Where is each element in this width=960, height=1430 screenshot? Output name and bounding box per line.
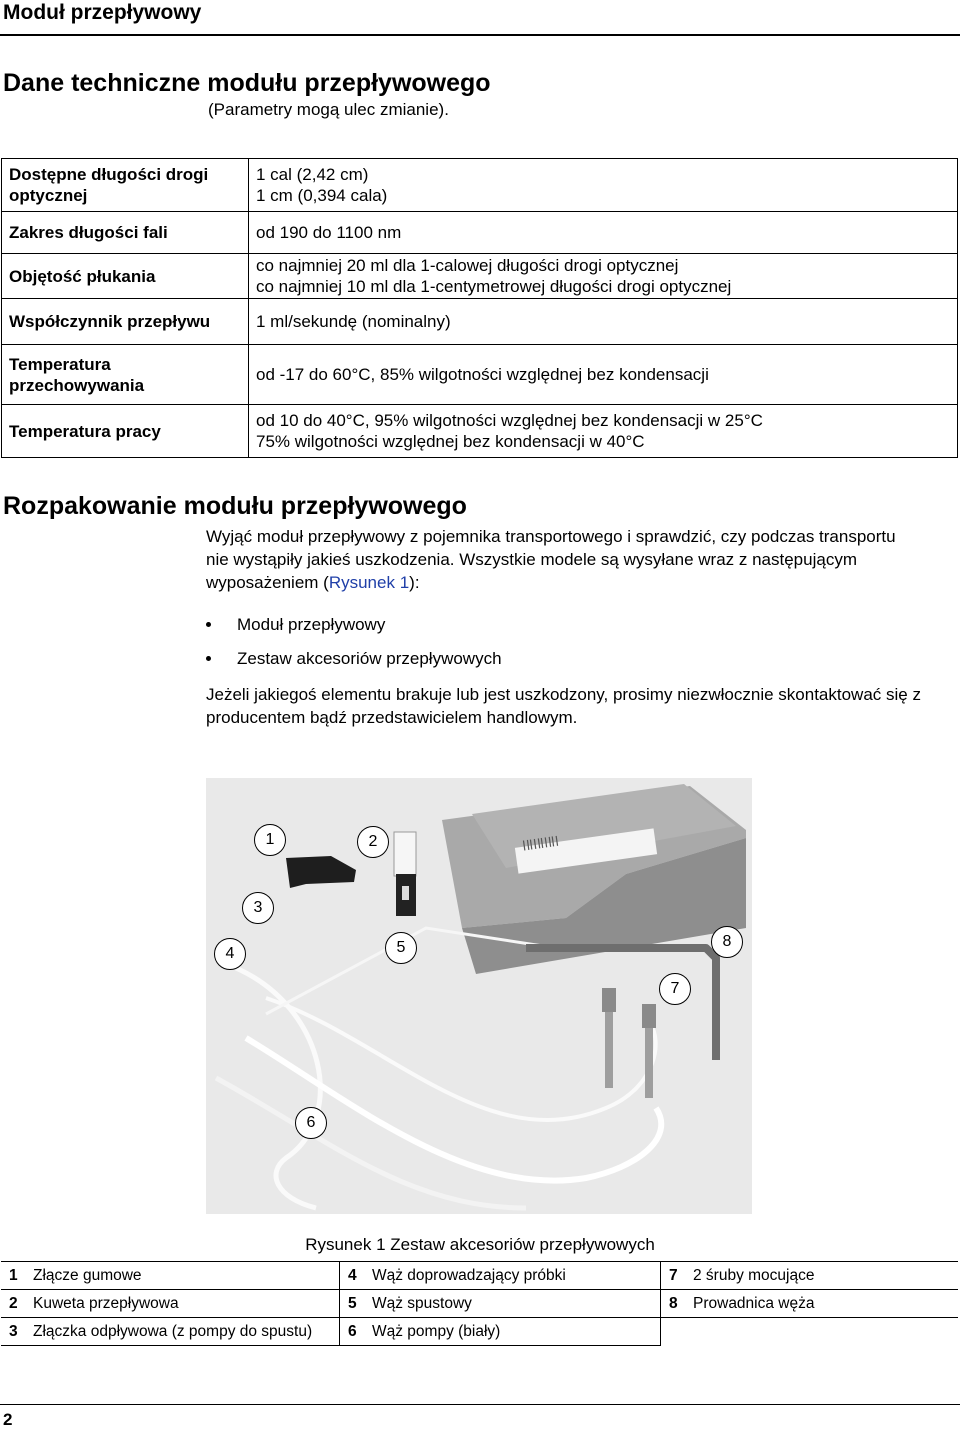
callout-8: 8 <box>711 926 743 958</box>
unpacking-paragraph <box>206 525 906 594</box>
spec-label: Zakres długości fali <box>2 212 249 254</box>
header-divider <box>0 34 960 36</box>
legend-number: 8 <box>661 1290 694 1318</box>
legend-number: 1 <box>1 1262 33 1290</box>
accessory-photo <box>206 778 752 1214</box>
specs-table <box>1 158 958 458</box>
legend-text: Wąż doprowadzający próbki <box>372 1262 661 1290</box>
legend-table <box>1 1261 958 1346</box>
unpacking-heading: Rozpakowanie modułu przepływowego <box>3 492 467 520</box>
spec-value-line: od -17 do 60°C, 85% wilgotności względnej bez kondensacji <box>256 365 709 384</box>
paragraph-text: Wyjąć moduł przepływowy z pojemnika transportowego i sprawdzić, czy podczas transportu nie wystąpiły jakieś uszkodzenia. Wszystkie modele są wysyłane wraz z następującym wyposażeniem ( <box>206 527 896 592</box>
legend-text: Prowadnica węża <box>693 1290 958 1318</box>
page-number: 2 <box>3 1410 13 1429</box>
list-item <box>206 648 502 670</box>
legend-text: Kuweta przepływowa <box>33 1290 340 1318</box>
list-item-text: Moduł przepływowy <box>237 615 386 634</box>
table-row <box>2 299 958 345</box>
spec-value-line: od 10 do 40°C, 95% wilgotności względnej bez kondensacji w 25°C <box>256 411 763 430</box>
legend-number: 4 <box>340 1262 373 1290</box>
figure-link[interactable]: Rysunek 1 <box>328 573 410 592</box>
table-row <box>2 405 958 458</box>
callout-6: 6 <box>295 1107 327 1139</box>
page-header-title: Moduł przepływowy <box>3 1 202 24</box>
bullet-icon <box>206 622 211 627</box>
spec-label: Objętość płukania <box>2 254 249 299</box>
spec-label: Współczynnik przepływu <box>2 299 249 345</box>
legend-number: 3 <box>1 1318 33 1346</box>
legend-number: 6 <box>340 1318 373 1346</box>
callout-7: 7 <box>659 973 691 1005</box>
table-row <box>2 159 958 212</box>
spec-value-line: co najmniej 10 ml dla 1-centymetrowej długości drogi optycznej <box>256 277 732 296</box>
spec-label: Dostępne długości drogi optycznej <box>2 159 249 212</box>
contact-paragraph: Jeżeli jakiegoś elementu brakuje lub jest uszkodzony, prosimy niezwłocznie skontaktować się z producentem bądź przedstawicielem handlowym. <box>206 685 921 727</box>
spec-value <box>249 212 958 254</box>
spec-value-line: co najmniej 20 ml dla 1-calowej długości drogi optycznej <box>256 256 679 275</box>
spec-value-line: od 190 do 1100 nm <box>256 223 402 242</box>
spec-value-line: 1 cal (2,42 cm) <box>256 165 369 184</box>
callout-4: 4 <box>214 938 246 970</box>
legend-number: 7 <box>661 1262 694 1290</box>
legend-text: Wąż pompy (biały) <box>372 1318 661 1346</box>
callout-1: 1 <box>254 824 286 856</box>
table-row <box>2 254 958 299</box>
specs-note: (Parametry mogą ulec zmianie). <box>208 100 449 119</box>
callout-3: 3 <box>242 892 274 924</box>
spec-value-line: 1 cm (0,394 cala) <box>256 186 388 205</box>
specs-heading: Dane techniczne modułu przepływowego <box>3 69 491 97</box>
callout-2: 2 <box>357 826 389 858</box>
bullet-icon <box>206 656 211 661</box>
table-row <box>1 1318 958 1346</box>
table-row <box>1 1262 958 1290</box>
paragraph-text: ): <box>409 573 420 592</box>
spec-value <box>249 345 958 405</box>
legend-text: Złączka odpływowa (z pompy do spustu) <box>33 1318 340 1346</box>
spec-value <box>249 299 958 345</box>
list-item-text: Zestaw akcesoriów przepływowych <box>237 649 502 668</box>
spec-value <box>249 254 958 299</box>
figure-caption: Rysunek 1 Zestaw akcesoriów przepływowych <box>305 1235 655 1254</box>
legend-empty-cell <box>661 1318 959 1346</box>
table-row <box>2 212 958 254</box>
spec-label: Temperatura przechowywania <box>2 345 249 405</box>
legend-text: Wąż spustowy <box>372 1290 661 1318</box>
legend-number: 5 <box>340 1290 373 1318</box>
table-row <box>1 1290 958 1318</box>
table-row <box>2 345 958 405</box>
spec-value <box>249 405 958 458</box>
spec-label: Temperatura pracy <box>2 405 249 458</box>
footer-divider <box>0 1404 960 1405</box>
list-item <box>206 614 385 636</box>
spec-value-line: 75% wilgotności względnej bez kondensacji w 40°C <box>256 432 645 451</box>
callout-5: 5 <box>385 932 417 964</box>
legend-number: 2 <box>1 1290 33 1318</box>
legend-text: 2 śruby mocujące <box>693 1262 958 1290</box>
legend-text: Złącze gumowe <box>33 1262 340 1290</box>
spec-value <box>249 159 958 212</box>
spec-value-line: 1 ml/sekundę (nominalny) <box>256 312 451 331</box>
